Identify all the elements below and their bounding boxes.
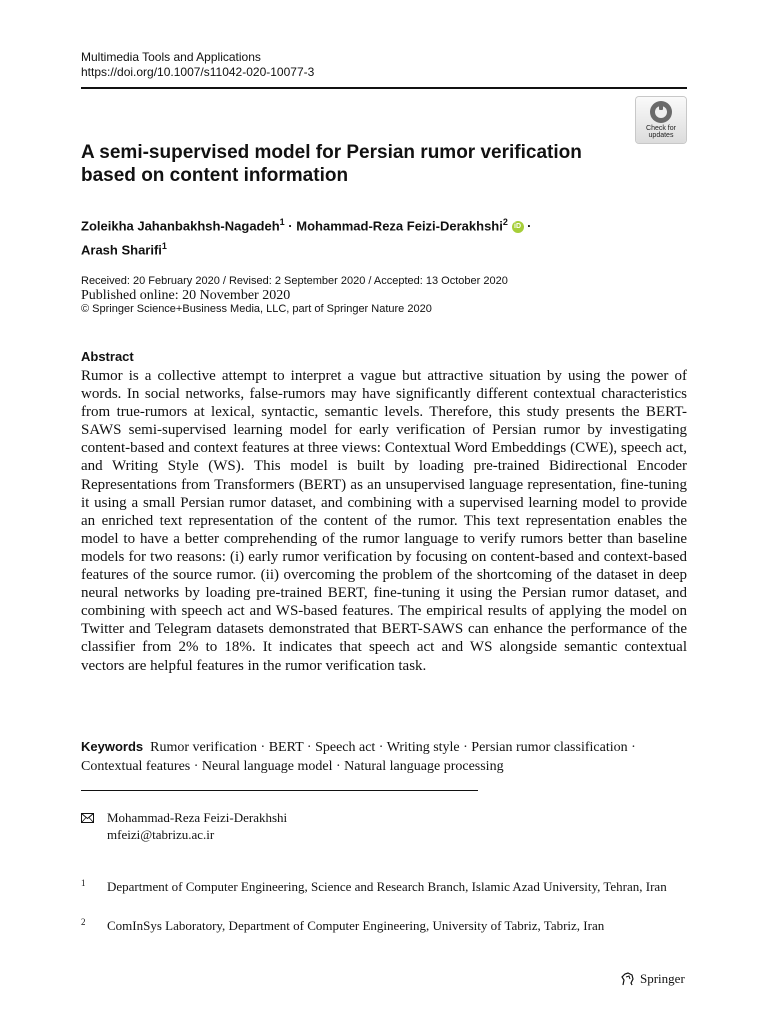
published-date: Published online: 20 November 2020 (81, 288, 291, 303)
journal-header (81, 50, 314, 80)
author-list: Zoleikha Jahanbakhsh-Nagadeh$^1$ · Mohammad-Reza Feizi-Derakhshi$^2$ iD · Arash Sharifi$^1$ (81, 217, 532, 258)
author-affiliation-ref: 1 (279, 217, 285, 227)
affiliation-number: 1 (81, 878, 86, 888)
corresponding-author-name: Mohammad-Reza Feizi-Derakhshi (107, 810, 288, 825)
paper-title: A semi-supervised model for Persian rumor verification based on content information (81, 142, 582, 186)
journal-name: Multimedia Tools and Applications (81, 50, 261, 64)
publisher-name: Springer (640, 971, 685, 986)
corresponding-author-email[interactable]: mfeizi@tabrizu.ac.ir (107, 827, 215, 842)
keywords-label: Keywords (81, 739, 144, 754)
history-dates: Received: 20 February 2020 / Revised: 2 September 2020 / Accepted: 13 October 2020 (81, 275, 508, 287)
author-name: Zoleikha Jahanbakhsh-Nagadeh (81, 218, 280, 234)
header-rule (81, 87, 687, 89)
footnote-rule (81, 790, 478, 791)
affiliation-text: ComInSys Laboratory, Department of Computer Engineering, University of Tabriz, Tabriz, Iran (107, 918, 605, 933)
keywords-text: Rumor verification · BERT · Speech act · Writing style · Persian rumor classification · Contextual features · Neural language model · Natural language processing (81, 740, 636, 774)
springer-horse-icon (620, 971, 636, 987)
author-name: Arash Sharifi (81, 242, 162, 258)
check-for-updates-badge[interactable] (636, 97, 686, 143)
badge-line1: Check for (646, 125, 676, 132)
affiliation-number: 2 (81, 917, 86, 927)
author-affiliation-ref: 2 (502, 217, 508, 227)
orcid-icon[interactable]: iD (512, 221, 524, 233)
copyright-line: © Springer Science+Business Media, LLC, part of Springer Nature 2020 (81, 303, 432, 315)
check-for-updates-icon (650, 101, 672, 123)
publisher-logo (620, 971, 685, 987)
affiliation-text: Department of Computer Engineering, Science and Research Branch, Islamic Azad University, Tehran, Iran (107, 879, 667, 894)
abstract-heading: Abstract (81, 349, 134, 364)
keywords-block (81, 737, 687, 776)
abstract-text: Rumor is a collective attempt to interpret a vague but attractive situation by using the power of words. In social networks, false-rumors may have significantly different contextual characteristics from true-rumors at lexical, syntactic, semantic levels. Therefore, this study presents the BERT-SAWS semi-supervised learning model for early verification of Persian rumor by investigating content-based and context features at three views: Contextual Word Embeddings (CWE), speech act, and Writing Style (WS). This model is built by loading pre-trained Bidirectional Encoder Representations from Transformers (BERT) as an unsupervised language representation, fine-tuning it using a small Persian rumor dataset, and combining with a supervised learning model to provide an enriched text representation of the content of the rumor. This text representation enables the model to have a better comprehending of the rumor language to verify rumors better than baseline models for two reasons: (i) early rumor verification by focusing on content-based and context-based features of the source rumor. (ii) overcoming the problem of the shortcoming of the dataset in deep neural networks by loading pre-trained BERT, fine-tuning it using the Persian rumor dataset, and combining with speech act and WS-based features. The empirical results of applying the model on Twitter and Telegram datasets demonstrated that BERT-SAWS can enhance the performance of the classifier from 2% to 18%. It indicates that speech act and WS alongside semantic contextual vectors are helpful features in the rumor verification task. (81, 368, 687, 674)
author-affiliation-ref: 1 (161, 241, 167, 252)
badge-line2: updates (648, 132, 674, 139)
author-name: Mohammad-Reza Feizi-Derakhshi (296, 218, 503, 234)
journal-doi[interactable]: https://doi.org/10.1007/s11042-020-10077-3 (81, 65, 315, 79)
envelope-icon (81, 813, 94, 823)
